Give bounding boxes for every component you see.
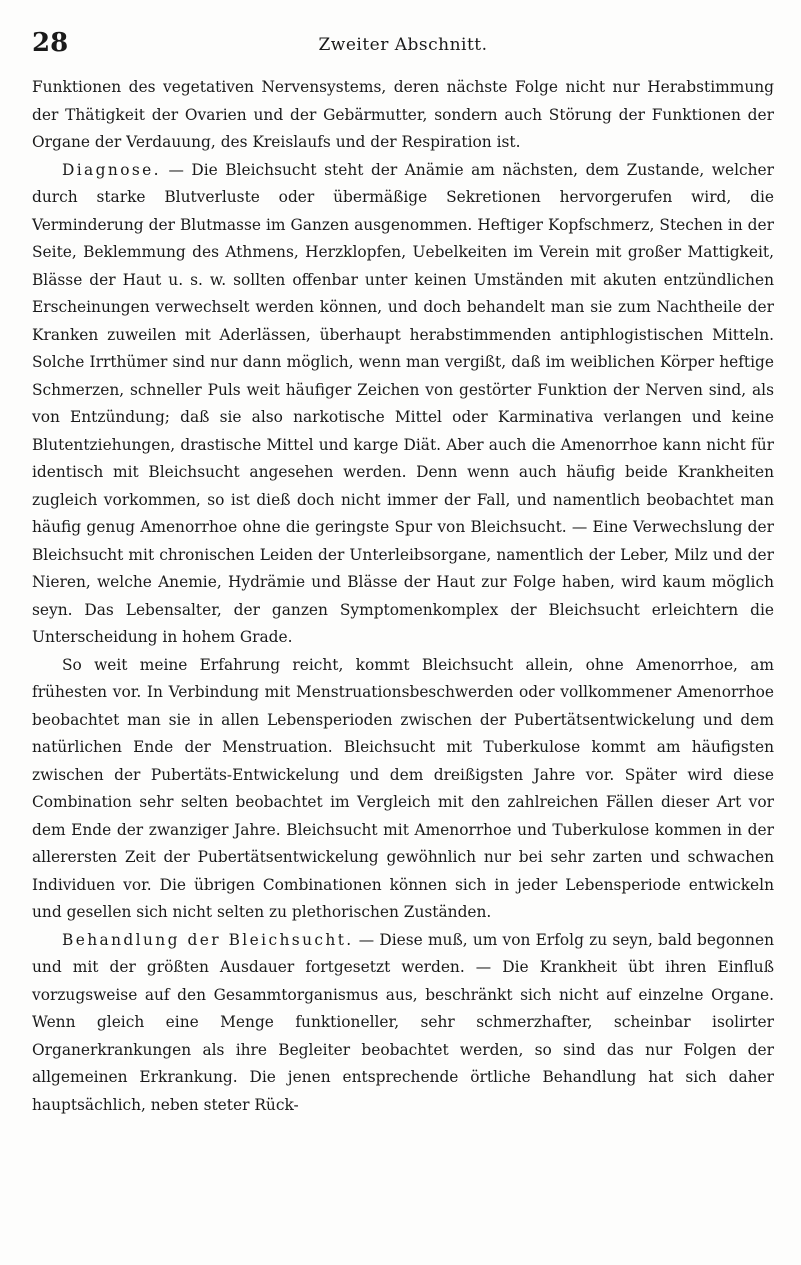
paragraph-functions: [32, 74, 774, 157]
paragraph-experience: [32, 652, 774, 927]
running-head: Zweiter Abschnitt.: [318, 35, 488, 55]
paragraph-text: So weit meine Erfahrung reicht, kommt Bleichsucht allein, ohne Amenorrhoe, am frühesten vor. In Verbindung mit Menstruationsbeschwerden oder vollkommener Amenorrhoe beobachtet man sie in allen Lebensperioden zwischen der Pubertätsentwickelung und dem natürlichen Ende der Menstruation. Bleichsucht mit Tuberkulose kommt am häufigsten zwischen der Pubertäts-Entwickelung und dem dreißigsten Jahre vor. Später wird diese Combination sehr selten beobachtet im Vergleich mit den zahlreichen Fällen dieser Art vor dem Ende der zwanziger Jahre. Bleichsucht mit Amenorrhoe und Tuberkulose kommen in der allerersten Zeit der Pubertätsentwickelung gewöhnlich nur bei sehr zarten und schwachen Individuen vor. Die übrigen Combinationen können sich in jeder Lebensperiode entwickeln und gesellen sich nicht selten zu plethorischen Zuständen.: [32, 655, 774, 921]
page-header: [32, 26, 774, 66]
section-lead-diagnosis: Diagnose.: [62, 160, 161, 179]
paragraph-text: — Diese muß, um von Erfolg zu seyn, bald begonnen und mit der größten Ausdauer fortgesetzt werden. — Die Krankheit übt ihren Einfluß vorzugsweise auf den Gesammtorganismus aus, beschränkt sich nicht auf einzelne Organe. Wenn gleich eine Menge funktioneller, sehr schmerzhafter, scheinbar isolirter Organerkrankungen als ihre Begleiter beobachtet werden, so sind das nur Folgen der allgemeinen Erkrankung. Die jenen entsprechende örtliche Behandlung hat sich daher hauptsächlich, neben steter Rück-: [32, 930, 774, 1114]
paragraph-diagnosis: [32, 157, 774, 652]
paragraph-treatment: [32, 927, 774, 1120]
paragraph-text: Funktionen des vegetativen Nervensystems, deren nächste Folge nicht nur Herabstimmung der Thätigkeit der Ovarien und der Gebärmutter, sondern auch Störung der Funktionen der Organe der Verdauung, des Kreislaufs und der Respiration ist.: [32, 78, 774, 151]
paragraph-text: — Die Bleichsucht steht der Anämie am nächsten, dem Zustande, welcher durch starke Blutverluste oder übermäßige Sekretionen hervorgerufen wird, die Verminderung der Blutmasse im Ganzen ausgenommen. Heftiger Kopfschmerz, Stechen in der Seite, Beklemmung des Athmens, Herzklopfen, Uebelkeiten im Verein mit großer Mattigkeit, Blässe der Haut u. s. w. sollten offenbar unter keinen Umständen mit akuten entzündlichen Erscheinungen verwechselt werden können, und doch behandelt man sie zum Nachtheile der Kranken zuweilen mit Aderlässen, überhaupt herabstimmenden antiphlogistischen Mitteln. Solche Irrthümer sind nur dann möglich, wenn man vergißt, daß im weiblichen Körper heftige Schmerzen, schneller Puls weit häufiger Zeichen von gestörter Funktion der Nerven sind, als von Entzündung; daß sie also narkotische Mittel oder Karminativa verlangen und keine Blutentziehungen, drastische Mittel und karge Diät. Aber auch die Amenorrhoe kann nicht für identisch mit Bleichsucht angesehen werden. Denn wenn auch häufig beide Krankheiten zugleich vorkommen, so ist dieß doch nicht immer der Fall, und namentlich beobachtet man häufig genug Amenorrhoe ohne die geringste Spur von Bleichsucht. — Eine Verwechslung der Bleichsucht mit chronischen Leiden der Unterleibsorgane, namentlich der Leber, Milz und der Nieren, welche Anemie, Hydrämie und Blässe der Haut zur Folge haben, wird kaum möglich seyn. Das Lebensalter, der ganzen Symptomenkomplex der Bleichsucht erleichtern die Unterscheidung in hohem Grade.: [32, 160, 774, 646]
page-number: 28: [32, 28, 69, 58]
body-text: [32, 74, 774, 1119]
section-lead-treatment: Behandlung der Bleichsucht.: [62, 930, 354, 949]
